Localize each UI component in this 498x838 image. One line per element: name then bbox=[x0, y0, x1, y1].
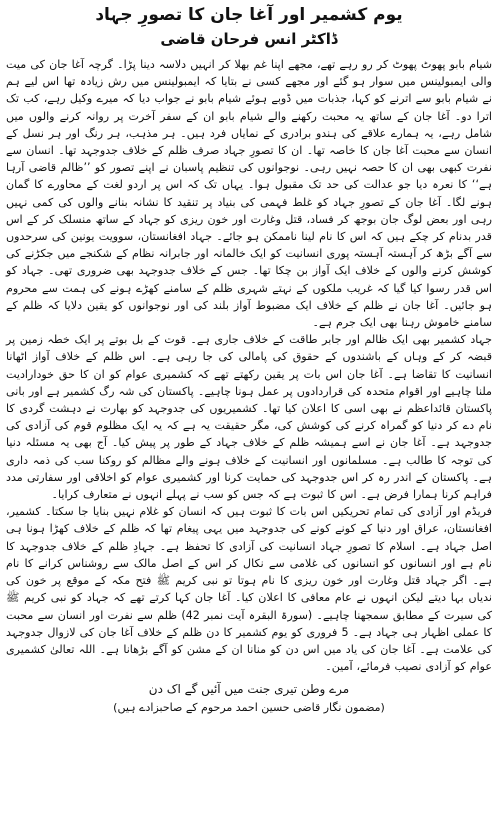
poetry-couplet: مرے وطن تیری جنت میں آئیں گے اک دن bbox=[148, 682, 350, 697]
article-paragraph: شیام بابو پھوٹ پھوٹ کر رو رہے تھے، مجھے اپنا غم بھلا کر انہیں دلاسہ دینا پڑا۔ گرچہ آغا جان کی میت والی ایمبولینس میں سوار ہو گئے اور مجھے کسی نے بتایا کہ ایمبولینس میں رش زیادہ تھا اس لیے ہم نے شیام بابو سے اترنے کو کہا، جذبات میں ڈوبے ہوئے شیام بابو نے جواب دیا کہ میرے وکیل رہے، کب تک اترا دو۔ آغا جان کے ساتھ یہ محبت رکھنے والے شیام بابو ان کے سفر آخرت پر روانہ کرنے والوں میں شامل رہے، یہ ہمارے علاقے کی ہندو برادری کے نمایاں فرد ہیں۔ ہر مذہب، ہر رنگ اور ہر نسل کے انسان سے محبت آغا جان کا خاصہ تھا۔ ان کا تصورِ جہاد صرف ظلم کے خلاف جدوجہد تھا۔ انسان سے نفرت کبھی بھی ان کا حصہ نہیں رہی۔ نوجوانوں کی تنظیم پاسبان نے اپنے تصور کو ’’ظالم قاضی آرہا ہے‘‘ کا نعرہ دیا جو عدالت کی حد تک مقبول ہوا۔ یہاں تک کہ اس پر اردو لغت کے محاورے کا گمان ہونے لگا۔ آغا جان کے تصورِ جہاد کو غلط فہمی کی بنیاد پر تنقید کا نشانہ بنانے والوں کی کمی نہیں رہی اور بعض لوگ جان بوجھ کر فساد، قتل وغارت اور خون ریزی کو جہاد کے ساتھ منسلک کر کے اس قدر بدنام کر چکے ہیں کہ اس کا نام لینا ناممکن ہو جائے۔ جہاد افغانستان، سوویت یونین کی سرحدوں سے آگے بڑھ کر آہستہ آہستہ پوری انسانیت کو ایک خالمانہ اور جابرانہ نظام کے شکنجے میں جکڑنے کی کوشش کرنے والوں کے خلاف ایک آواز بن چکا تھا۔ جس کے خلاف جدوجہد بھی ضروری تھی۔ جہاد کو اس قدر رسوا کیا گیا کہ غریب ملکوں کے نہتے شہری ظلم کے سامنے کھڑے ہونے کی ہمت سے محروم ہو جائیں۔ آغا جان نے ظلم کے خلاف ایک مضبوط آواز بلند کی اور نوجوانوں کو یقین دلایا کہ ظلم کے سامنے خاموش رہنا بھی ایک جرم ہے۔ bbox=[6, 58, 492, 330]
article-title: یوم کشمیر اور آغا جان کا تصورِ جہاد bbox=[95, 5, 403, 25]
article-paragraph: جہاد کشمیر بھی ایک ظالم اور جابر طاقت کے خلاف جاری ہے۔ قوت کے بل بوتے پر ایک خطہ زمین پر قبضہ کر کے وہاں کے باشندوں کے حقوق کی پامالی کی جا رہی ہے۔ اس ظلم کے خلاف آواز اٹھانا انسانیت کا تقاضا ہے۔ آغا جان اس بات پر یقین رکھتے تھے کہ کشمیری عوام کو ان کا حق خودارادیت ملنا چاہیے اور اقوام متحدہ کی قراردادوں پر عمل ہونا چاہیے۔ پاکستان کی شہ رگ کشمیر ہے اور بانی پاکستان قائداعظم نے بھی اسی کا اعلان کیا تھا۔ کشمیریوں کی جدوجہد کو بھارت نے دہشت گردی کا نام دے کر دنیا کو گمراہ کرنے کی کوشش کی، مگر حقیقت یہ ہے کہ یہ ایک مظلوم قوم کی آزادی کی جدوجہد ہے۔ آغا جان نے اسے ہمیشہ ظلم کے خلاف جہاد کے طور پر پیش کیا۔ آج بھی یہ مسئلہ دنیا کی توجہ کا طالب ہے۔ مسلمانوں اور انسانیت کے خلاف ہونے والے مظالم کو روکنا سب کی ذمہ داری ہے۔ پاکستان کے اندر رہ کر اس جدوجہد کی حمایت کرنا اور کشمیری عوام کو اخلاقی اور سفارتی مدد فراہم کرنا ہمارا فرض ہے۔ اس کا ثبوت ہے کہ جس کو سب نے پہلے انہوں نے متعارف کرایا۔ bbox=[6, 333, 492, 502]
article-paragraph: فریڈم اور آزادی کی تمام تحریکیں اس بات کا ثبوت ہیں کہ انسان کو غلام نہیں بنایا جا سکتا۔ کشمیر، افغانستان، عراق اور دنیا کے کونے کونے کی جدوجہد میں یہی پیغام تھا کہ ظلم کے خلاف کھڑا ہونا ہی اصل جہاد ہے۔ اسلام کا تصورِ جہاد انسانیت کی آزادی کا تحفظ ہے۔ جہادِ ظلم کے خلاف جدوجہد کا نام ہے اور انسانوں کو انسانوں کی غلامی سے نکال کر اس کے اصل مالک سے روشناس کرانے کا نام ہے۔ اگر جہاد قتل وغارت اور خون ریزی کا نام ہوتا تو نبی کریم ﷺ فتح مکہ کے موقع پر خون کی ندیاں بہا دیتے لیکن انہوں نے عام معافی کا اعلان کیا۔ آغا جان کہا کرتے تھے کہ جہاد کو نبی کریم ﷺ کی سیرت کے مطابق سمجھنا چاہیے۔ (سورۃ البقرہ آیت نمبر 42) ظلم سے نفرت اور انسان سے محبت کا عملی اظہار ہی جہاد ہے۔ 5 فروری کو یوم کشمیر کا دن ظلم کے خلاف آغا جان کی لازوال جدوجہد کی علامت ہے۔ آغا جان کی یاد میں اس دن کو منانا ان کے مشن کو آگے بڑھانا ہے۔ اللہ تعالیٰ کشمیری عوام کو آزادی نصیب فرمائے، آمین۔ bbox=[6, 505, 492, 674]
author-credit: (مضمون نگار قاضی حسین احمد مرحوم کے صاحبزادے ہیں) bbox=[113, 701, 385, 715]
article-body bbox=[6, 56, 492, 675]
article-byline: ڈاکٹر انس فرحان قاضی bbox=[160, 30, 338, 48]
